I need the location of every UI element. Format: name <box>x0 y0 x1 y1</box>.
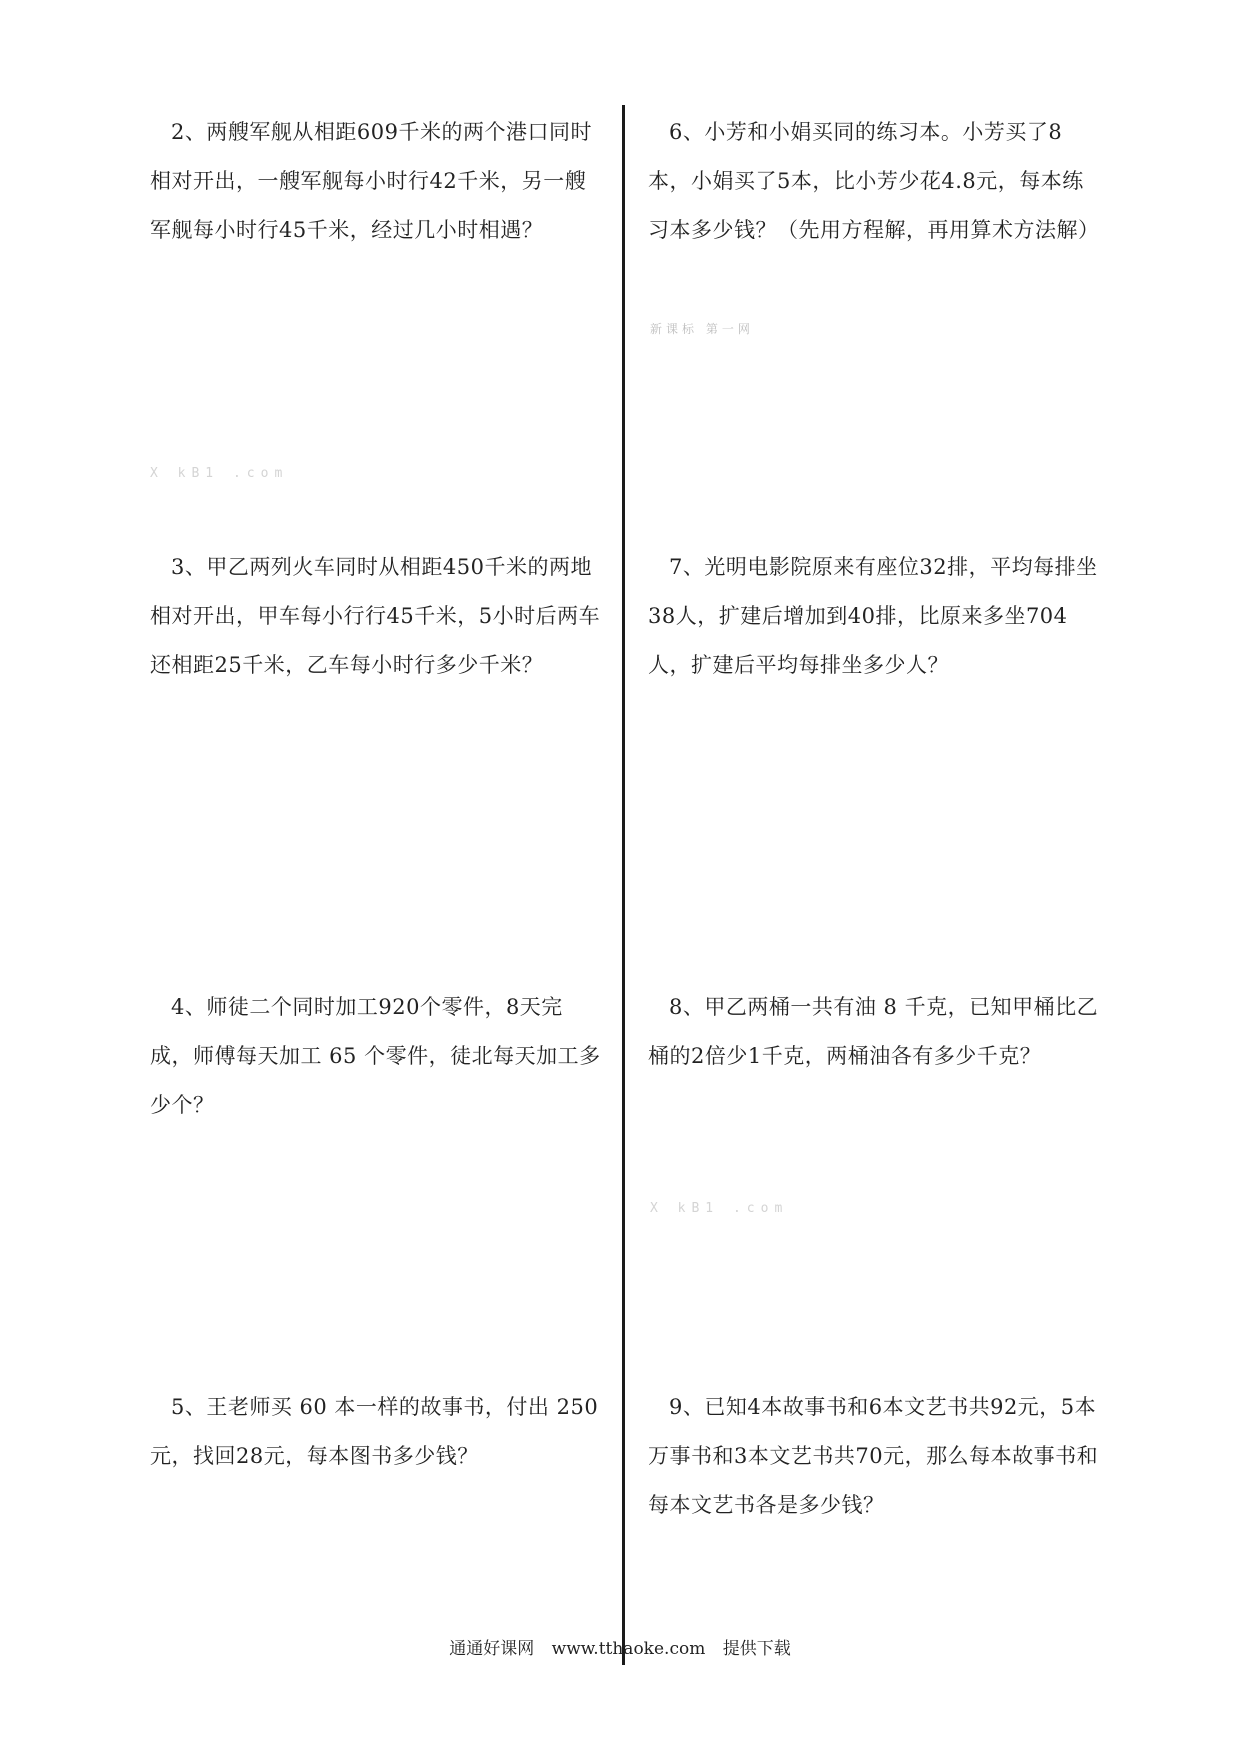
footer-suffix: 提供下载 <box>722 1639 791 1659</box>
problem-7: 7、光明电影院原来有座位32排，平均每排坐38人，扩建后增加到40排，比原来多坐704人，扩建后平均每排坐多少人？ <box>648 555 1098 677</box>
watermark-right-top: 新课标 第一网 <box>650 322 754 336</box>
watermark-left: X kB1 .com <box>150 466 289 481</box>
footer-site-name: 通通好课网 <box>449 1639 535 1659</box>
problem-5: 5、王老师买 60 本一样的故事书，付出 250 元，找回28元，每本图书多少钱？ <box>150 1395 599 1468</box>
watermark-right-bottom: X kB1 .com <box>650 1201 789 1216</box>
problem-6: 6、小芳和小娟买同的练习本。小芳买了8本，小娟买了5本，比小芳少花4.8元，每本练习本多少钱？（先用方程解，再用算术方法解） <box>648 120 1100 242</box>
footer-url[interactable]: www.tthaoke.com <box>551 1639 706 1659</box>
problem-8: 8、甲乙两桶一共有油 8 千克，已知甲桶比乙桶的2倍少1千克，两桶油各有多少千克？ <box>648 995 1099 1068</box>
problem-9: 9、已知4本故事书和6本文艺书共92元，5本万事书和3本文艺书共70元，那么每本故事书和每本文艺书各是多少钱？ <box>648 1395 1099 1517</box>
problem-2: 2、两艘军舰从相距609千米的两个港口同时相对开出，一艘军舰每小时行42千米，另一艘军舰每小时行45千米，经过几小时相遇？ <box>150 120 592 242</box>
column-divider <box>622 105 625 1665</box>
page-footer <box>0 1634 1240 1659</box>
problem-3: 3、甲乙两列火车同时从相距450千米的两地相对开出，甲车每小行行45千米，5小时后两车还相距25千米，乙车每小时行多少千米？ <box>150 555 601 677</box>
problem-4: 4、师徒二个同时加工920个零件，8天完成，师傅每天加工 65 个零件，徒北每天加工多少个？ <box>150 995 601 1117</box>
